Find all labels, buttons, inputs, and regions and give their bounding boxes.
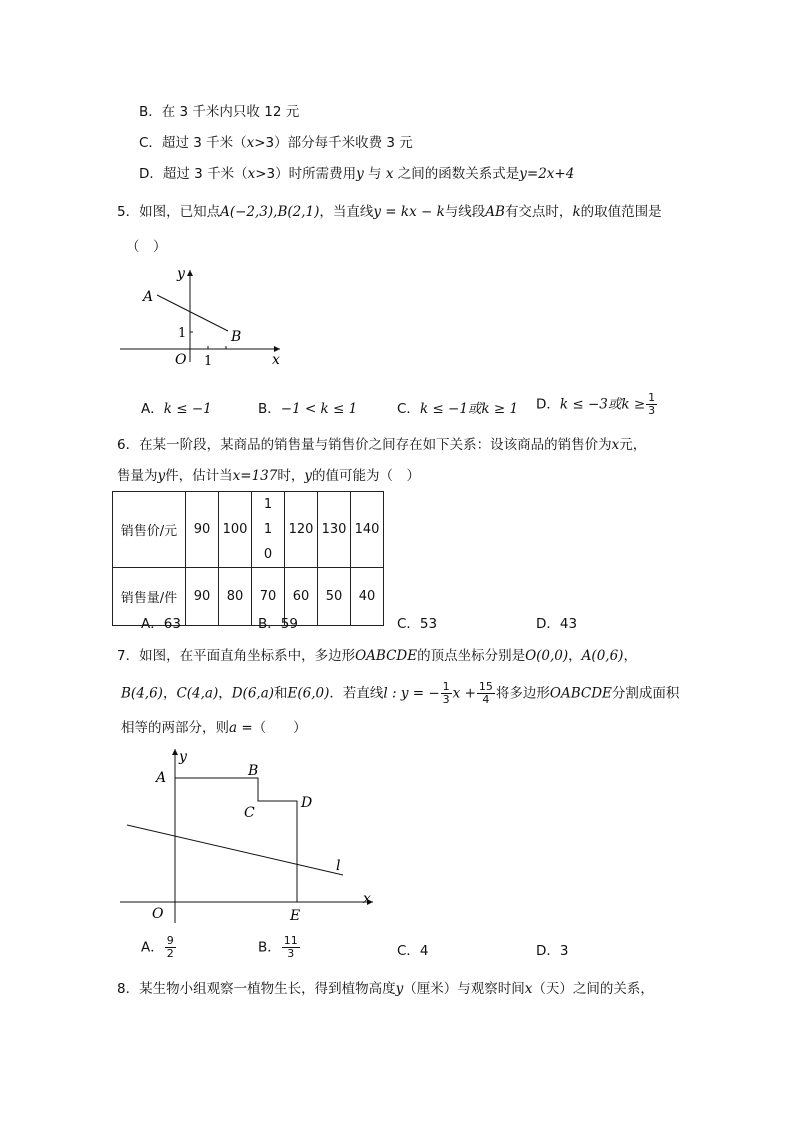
q5-option-a[interactable]: A．k ≤ −1 — [141, 401, 212, 417]
table-row — [113, 492, 384, 568]
q7-figure — [115, 745, 380, 930]
q6-stem-line1: 6．在某一阶段，某商品的销售量与销售价之间存在如下关系：设该商品的销售价为x元， — [117, 437, 647, 453]
q7-label-b: B — [248, 763, 259, 779]
q7-fraction-one-third: $\frac{1}{3}$ — [442, 680, 450, 706]
q8-stem-line1: 8．某生物小组观察一植物生长，得到植物高度y（厘米）与观察时间x（天）之间的关系， — [117, 981, 654, 997]
q7-option-a[interactable]: A． $\frac{9}{2}$ — [141, 934, 174, 960]
table-cell: 140 — [351, 492, 384, 568]
q7-label-d: D — [301, 795, 313, 811]
q6-option-a[interactable]: A．63 — [141, 616, 181, 632]
q7-option-b-fraction: $\frac{11}{3}$ — [283, 934, 298, 960]
table-cell: 110 — [252, 492, 285, 568]
table-row-header: 销售量/件 — [113, 568, 186, 626]
table-cell: 40 — [351, 568, 384, 626]
q7-label-l: l — [336, 858, 341, 874]
q7-stem-line1: 7．如图，在平面直角坐标系中，多边形OABCDE的顶点坐标分别是O(0,0)，A(0,6)， — [117, 648, 637, 664]
q5-option-d[interactable]: D．k ≤ −3或k ≥ $\frac{1}{3}$ — [536, 391, 656, 417]
q5-label-a: A — [143, 289, 154, 305]
q5-figure — [115, 262, 290, 367]
q5-option-d-fraction: $\frac{1}{3}$ — [648, 391, 656, 417]
table-cell: 50 — [318, 568, 351, 626]
table-row-header: 销售价/元 — [113, 492, 186, 568]
table-cell: 130 — [318, 492, 351, 568]
q7-option-a-fraction: $\frac{9}{2}$ — [166, 934, 174, 960]
q4-option-d: D．超过 3 千米（x>3）时所需费用y 与 x 之间的函数关系式是y=2x+4 — [139, 166, 575, 182]
q7-label-c: C — [244, 805, 255, 821]
table-cell: 70 — [252, 568, 285, 626]
table-cell: 80 — [219, 568, 252, 626]
q6-option-b[interactable]: B．59 — [258, 616, 298, 632]
table-cell: 90 — [186, 568, 219, 626]
q7-label-a: A — [156, 770, 167, 786]
q5-label-one-x: 1 — [204, 354, 213, 367]
table-cell: 120 — [285, 492, 318, 568]
q6-option-c[interactable]: C．53 — [397, 616, 438, 632]
q5-label-x: x — [272, 352, 280, 367]
q7-label-e: E — [290, 908, 301, 924]
q7-label-x: x — [363, 891, 371, 907]
q5-option-c[interactable]: C．k ≤ −1或k ≥ 1 — [397, 401, 519, 417]
q7-option-d[interactable]: D．3 — [536, 943, 569, 959]
q6-option-d[interactable]: D．43 — [536, 616, 578, 632]
table-cell: 90 — [186, 492, 219, 568]
table-cell: 60 — [285, 568, 318, 626]
q5-label-b: B — [231, 329, 242, 345]
q7-label-y: y — [179, 749, 187, 765]
table-cell: 100 — [219, 492, 252, 568]
q5-label-y: y — [177, 266, 185, 282]
q7-line-l — [127, 825, 343, 875]
q7-option-c[interactable]: C．4 — [397, 943, 429, 959]
q6-table — [112, 491, 384, 626]
q5-stem: 5．如图，已知点A(−2,3),B(2,1)，当直线y = kx − k与线段AB有交点时，k的取值范围是 — [117, 204, 662, 220]
q7-option-b[interactable]: B． $\frac{11}{3}$ — [258, 934, 298, 960]
q7-label-o: O — [152, 906, 164, 922]
q7-stem-line3: 相等的两部分，则a =（ ） — [121, 720, 307, 736]
q5-segment-ab — [157, 295, 228, 331]
q5-label-one-y: 1 — [178, 326, 187, 341]
q5-option-b[interactable]: B．−1 < k ≤ 1 — [258, 401, 358, 417]
q5-blank: （ ） — [126, 239, 167, 255]
q4-option-b: B．在 3 千米内只收 12 元 — [139, 104, 300, 120]
q7-stem-line2: B(4,6)，C(4,a)，D(6,a)和E(6,0)．若直线l : y = − $\frac{1}{3}$ x + $\frac{15}{4}$ 将多边形OABCDE分割成面积 — [121, 680, 680, 706]
q7-fraction-fifteen-fourths: $\frac{15}{4}$ — [478, 680, 493, 706]
q4-option-c: C．超过 3 千米（x>3）部分每千米收费 3 元 — [139, 135, 413, 151]
q6-stem-line2: 售量为y件，估计当x=137时，y的值可能为（ ） — [117, 468, 420, 484]
q5-label-o: O — [175, 352, 187, 367]
